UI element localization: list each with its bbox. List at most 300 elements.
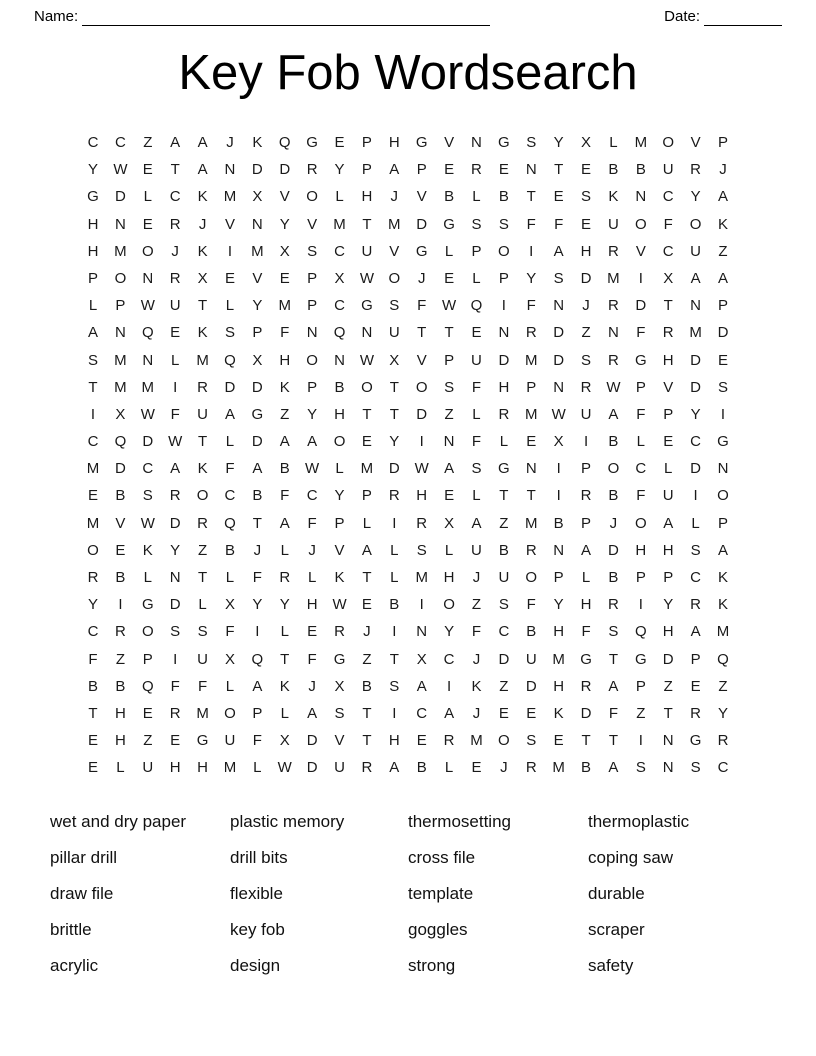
grid-cell[interactable]: M [388, 215, 401, 233]
grid-cell[interactable]: F [526, 297, 536, 315]
grid-cell[interactable]: M [114, 242, 127, 260]
grid-cell[interactable]: D [224, 378, 236, 396]
grid-cell[interactable]: P [361, 161, 372, 179]
grid-cell[interactable]: P [88, 269, 99, 287]
grid-cell[interactable]: T [526, 487, 536, 505]
grid-cell[interactable]: U [197, 650, 208, 668]
grid-cell[interactable]: Y [279, 596, 290, 614]
grid-cell[interactable]: Z [280, 405, 290, 423]
grid-cell[interactable]: N [251, 215, 263, 233]
grid-cell[interactable]: C [224, 487, 236, 505]
grid-cell[interactable]: D [306, 732, 318, 750]
grid-cell[interactable]: S [389, 297, 400, 315]
grid-cell[interactable]: H [388, 732, 400, 750]
grid-cell[interactable]: G [689, 732, 702, 750]
grid-cell[interactable]: U [525, 650, 537, 668]
grid-cell[interactable]: Q [224, 514, 236, 532]
grid-cell[interactable]: X [334, 677, 345, 695]
grid-cell[interactable]: H [662, 541, 674, 559]
grid-cell[interactable]: C [87, 433, 99, 451]
grid-cell[interactable]: W [551, 405, 566, 423]
grid-cell[interactable]: L [335, 188, 344, 206]
grid-cell[interactable]: M [525, 514, 538, 532]
grid-cell[interactable]: J [582, 297, 590, 315]
grid-cell[interactable]: P [635, 677, 646, 695]
grid-cell[interactable]: X [252, 351, 263, 369]
grid-cell[interactable]: L [472, 405, 481, 423]
grid-cell[interactable]: H [635, 541, 647, 559]
grid-cell[interactable]: D [662, 650, 674, 668]
grid-cell[interactable]: F [526, 596, 536, 614]
grid-cell[interactable]: K [471, 677, 482, 695]
grid-cell[interactable]: A [361, 541, 372, 559]
grid-cell[interactable]: D [279, 161, 291, 179]
grid-cell[interactable]: B [334, 378, 345, 396]
grid-cell[interactable]: M [196, 704, 209, 722]
grid-cell[interactable]: S [471, 460, 482, 478]
grid-cell[interactable]: V [663, 378, 674, 396]
grid-cell[interactable]: Q [470, 297, 483, 315]
grid-cell[interactable]: L [691, 514, 700, 532]
word-list-item[interactable]: wet and dry paper [50, 811, 187, 831]
grid-cell[interactable]: S [498, 215, 509, 233]
grid-cell[interactable]: D [717, 324, 729, 342]
grid-cell[interactable]: M [552, 650, 565, 668]
grid-cell[interactable]: B [115, 569, 126, 586]
grid-cell[interactable]: H [662, 623, 674, 641]
grid-cell[interactable]: S [581, 351, 592, 369]
grid-cell[interactable]: N [525, 460, 537, 478]
grid-cell[interactable]: U [608, 215, 619, 233]
grid-cell[interactable]: G [196, 732, 209, 750]
grid-cell[interactable]: K [608, 188, 619, 206]
grid-cell[interactable]: B [581, 759, 592, 777]
grid-cell[interactable]: L [143, 188, 152, 206]
grid-cell[interactable]: G [415, 134, 428, 151]
grid-cell[interactable]: O [717, 487, 729, 505]
grid-cell[interactable]: N [306, 324, 318, 342]
grid-cell[interactable]: T [170, 161, 180, 179]
grid-cell[interactable]: M [86, 514, 100, 532]
grid-cell[interactable]: Y [389, 433, 400, 451]
grid-cell[interactable]: P [717, 134, 728, 151]
grid-cell[interactable]: G [251, 405, 264, 423]
grid-cell[interactable]: X [389, 351, 400, 369]
grid-cell[interactable]: E [170, 732, 181, 750]
grid-cell[interactable]: R [662, 324, 674, 342]
grid-cell[interactable]: I [693, 487, 698, 505]
grid-cell[interactable]: I [392, 514, 397, 532]
grid-cell[interactable]: I [638, 732, 643, 750]
grid-cell[interactable]: J [363, 623, 371, 641]
grid-cell[interactable]: A [444, 460, 455, 478]
grid-cell[interactable]: Y [88, 596, 99, 614]
grid-cell[interactable]: V [389, 242, 400, 260]
grid-cell[interactable]: P [252, 704, 263, 722]
grid-cell[interactable]: F [280, 324, 290, 342]
grid-cell[interactable]: T [362, 704, 372, 722]
grid-cell[interactable]: A [88, 324, 99, 342]
grid-cell[interactable]: Y [717, 704, 728, 722]
grid-cell[interactable]: G [634, 351, 647, 369]
grid-cell[interactable]: G [580, 650, 592, 668]
grid-cell[interactable]: O [634, 215, 647, 233]
grid-cell[interactable]: S [197, 623, 208, 641]
grid-cell[interactable]: Q [278, 134, 291, 151]
grid-cell[interactable]: P [690, 650, 701, 668]
grid-cell[interactable]: H [498, 378, 510, 396]
grid-cell[interactable]: E [224, 269, 235, 287]
grid-cell[interactable]: W [168, 433, 183, 451]
grid-cell[interactable]: H [279, 351, 291, 369]
grid-cell[interactable]: E [279, 269, 290, 287]
grid-cell[interactable]: Y [170, 541, 181, 559]
grid-cell[interactable]: Y [690, 188, 701, 206]
grid-cell[interactable]: A [307, 704, 318, 722]
grid-cell[interactable]: E [690, 677, 701, 695]
grid-cell[interactable]: B [608, 433, 619, 451]
grid-cell[interactable]: E [170, 324, 181, 342]
grid-cell[interactable]: O [306, 188, 318, 206]
grid-cell[interactable]: T [499, 487, 509, 505]
grid-cell[interactable]: R [169, 487, 181, 505]
grid-cell[interactable]: X [224, 650, 235, 668]
grid-cell[interactable]: G [141, 596, 154, 614]
grid-cell[interactable]: R [334, 623, 345, 641]
grid-cell[interactable]: G [306, 134, 318, 151]
grid-cell[interactable]: Y [307, 405, 318, 423]
grid-cell[interactable]: D [114, 460, 126, 478]
name-input-line[interactable] [82, 10, 490, 26]
grid-cell[interactable]: U [580, 405, 592, 423]
grid-cell[interactable]: U [662, 161, 674, 179]
grid-cell[interactable]: J [390, 188, 399, 206]
grid-cell[interactable]: Y [334, 161, 345, 179]
grid-cell[interactable]: Y [526, 269, 537, 287]
grid-cell[interactable]: L [499, 433, 509, 451]
grid-cell[interactable]: Z [499, 514, 509, 532]
grid-cell[interactable]: L [609, 134, 618, 151]
grid-cell[interactable]: E [717, 351, 728, 369]
grid-cell[interactable]: Y [334, 487, 345, 505]
grid-cell[interactable]: P [361, 487, 372, 505]
grid-cell[interactable]: M [607, 269, 620, 287]
grid-cell[interactable]: J [719, 161, 727, 179]
grid-cell[interactable]: J [198, 215, 207, 233]
grid-cell[interactable]: E [526, 433, 537, 451]
grid-cell[interactable]: M [552, 759, 565, 777]
grid-cell[interactable]: B [498, 541, 509, 559]
grid-cell[interactable]: J [253, 541, 262, 559]
grid-cell[interactable]: I [447, 677, 452, 695]
grid-cell[interactable]: A [663, 514, 674, 532]
grid-cell[interactable]: A [279, 514, 290, 532]
grid-cell[interactable]: P [717, 297, 728, 315]
grid-cell[interactable]: T [444, 324, 454, 342]
grid-cell[interactable]: D [169, 514, 181, 532]
grid-cell[interactable]: T [389, 650, 399, 668]
grid-cell[interactable]: R [580, 487, 592, 505]
grid-cell[interactable]: K [197, 460, 208, 478]
grid-cell[interactable]: M [634, 134, 648, 151]
grid-cell[interactable]: C [114, 134, 126, 151]
grid-cell[interactable]: O [361, 378, 373, 396]
grid-cell[interactable]: I [556, 487, 561, 505]
grid-cell[interactable]: L [143, 569, 152, 586]
grid-cell[interactable]: P [635, 378, 646, 396]
grid-cell[interactable]: P [142, 650, 153, 668]
grid-cell[interactable]: J [472, 704, 481, 722]
grid-cell[interactable]: F [417, 297, 427, 315]
grid-cell[interactable]: A [717, 541, 728, 559]
grid-cell[interactable]: B [279, 460, 290, 478]
grid-cell[interactable]: D [498, 351, 510, 369]
grid-cell[interactable]: P [334, 514, 345, 532]
grid-cell[interactable]: A [608, 759, 619, 777]
grid-cell[interactable]: S [690, 541, 701, 559]
grid-cell[interactable]: B [608, 161, 619, 179]
grid-cell[interactable]: O [196, 487, 209, 505]
grid-cell[interactable]: N [553, 297, 565, 315]
grid-cell[interactable]: O [689, 215, 702, 233]
grid-cell[interactable]: Z [499, 677, 509, 695]
grid-cell[interactable]: U [361, 242, 373, 260]
grid-cell[interactable]: T [581, 732, 591, 750]
word-list-item[interactable]: drill bits [230, 847, 288, 867]
grid-cell[interactable]: H [169, 759, 181, 777]
grid-cell[interactable]: A [444, 704, 455, 722]
grid-cell[interactable]: T [362, 215, 372, 233]
grid-cell[interactable]: N [717, 460, 729, 478]
grid-cell[interactable]: D [553, 324, 565, 342]
grid-cell[interactable]: E [553, 732, 564, 750]
grid-cell[interactable]: C [498, 623, 510, 641]
grid-cell[interactable]: F [636, 405, 646, 423]
grid-cell[interactable]: P [471, 242, 482, 260]
grid-cell[interactable]: F [471, 378, 482, 396]
grid-cell[interactable]: L [390, 541, 399, 559]
grid-cell[interactable]: N [690, 297, 702, 315]
grid-cell[interactable]: D [416, 215, 428, 233]
grid-cell[interactable]: Z [197, 541, 208, 559]
grid-cell[interactable]: Z [581, 324, 591, 342]
grid-cell[interactable]: A [279, 433, 290, 451]
grid-cell[interactable]: J [308, 677, 316, 695]
grid-cell[interactable]: Y [690, 405, 701, 423]
grid-cell[interactable]: T [608, 732, 619, 750]
grid-cell[interactable]: W [140, 297, 155, 315]
grid-cell[interactable]: M [223, 759, 237, 777]
grid-cell[interactable]: B [444, 188, 455, 206]
grid-cell[interactable]: Z [143, 134, 153, 151]
grid-cell[interactable]: M [223, 188, 237, 206]
grid-cell[interactable]: R [608, 297, 619, 315]
grid-cell[interactable]: G [87, 188, 99, 206]
grid-cell[interactable]: E [416, 732, 427, 750]
grid-cell[interactable]: E [142, 704, 153, 722]
grid-cell[interactable]: P [635, 569, 646, 586]
grid-cell[interactable]: C [662, 188, 674, 206]
grid-cell[interactable]: H [87, 215, 99, 233]
grid-cell[interactable]: P [717, 514, 728, 532]
grid-cell[interactable]: S [88, 351, 99, 369]
grid-cell[interactable]: R [169, 215, 181, 233]
grid-cell[interactable]: N [662, 732, 674, 750]
grid-cell[interactable]: X [197, 269, 208, 287]
grid-cell[interactable]: A [608, 677, 619, 695]
grid-cell[interactable]: R [388, 487, 400, 505]
grid-cell[interactable]: K [279, 677, 290, 695]
grid-cell[interactable]: U [169, 297, 181, 315]
grid-cell[interactable]: M [470, 732, 483, 750]
grid-cell[interactable]: H [334, 405, 345, 423]
grid-cell[interactable]: E [444, 269, 455, 287]
grid-cell[interactable]: D [580, 269, 592, 287]
grid-cell[interactable]: T [197, 297, 208, 315]
grid-cell[interactable]: A [690, 623, 701, 641]
grid-cell[interactable]: K [252, 134, 263, 151]
grid-cell[interactable]: V [279, 188, 290, 206]
grid-cell[interactable]: C [662, 242, 674, 260]
grid-cell[interactable]: W [140, 514, 155, 532]
grid-cell[interactable]: B [115, 677, 126, 695]
grid-cell[interactable]: R [197, 514, 208, 532]
grid-cell[interactable]: K [334, 569, 345, 586]
grid-cell[interactable]: T [197, 569, 208, 586]
grid-cell[interactable]: K [279, 378, 290, 396]
grid-cell[interactable]: E [553, 188, 564, 206]
grid-cell[interactable]: B [608, 487, 619, 505]
word-list-item[interactable]: template [408, 883, 474, 903]
grid-cell[interactable]: Z [718, 677, 728, 695]
grid-cell[interactable]: L [171, 351, 180, 369]
grid-cell[interactable]: D [251, 161, 263, 179]
grid-cell[interactable]: Z [471, 596, 482, 614]
grid-cell[interactable]: T [88, 378, 98, 396]
grid-cell[interactable]: V [252, 269, 263, 287]
grid-cell[interactable]: F [252, 732, 262, 750]
grid-cell[interactable]: U [662, 487, 674, 505]
grid-cell[interactable]: L [88, 297, 98, 315]
grid-cell[interactable]: T [362, 732, 372, 750]
grid-cell[interactable]: W [414, 460, 429, 478]
word-list-item[interactable]: plastic memory [230, 811, 345, 831]
grid-cell[interactable]: N [224, 161, 236, 179]
grid-cell[interactable]: Z [636, 704, 646, 722]
grid-cell[interactable]: D [169, 596, 181, 614]
grid-cell[interactable]: F [608, 704, 619, 722]
grid-cell[interactable]: F [581, 623, 591, 641]
grid-cell[interactable]: U [690, 242, 702, 260]
grid-cell[interactable]: T [280, 650, 290, 668]
grid-cell[interactable]: L [280, 623, 289, 641]
grid-cell[interactable]: C [717, 759, 729, 777]
grid-cell[interactable]: H [416, 487, 428, 505]
grid-cell[interactable]: F [636, 324, 646, 342]
grid-cell[interactable]: V [635, 242, 646, 260]
grid-cell[interactable]: M [196, 351, 209, 369]
grid-cell[interactable]: W [332, 596, 347, 614]
grid-cell[interactable]: S [307, 242, 318, 260]
grid-cell[interactable]: A [197, 161, 208, 179]
grid-cell[interactable]: Y [663, 596, 674, 614]
grid-cell[interactable]: S [224, 324, 235, 342]
grid-cell[interactable]: N [471, 134, 482, 151]
grid-cell[interactable]: C [169, 188, 181, 206]
grid-cell[interactable]: B [115, 487, 126, 505]
grid-cell[interactable]: N [608, 324, 619, 342]
grid-cell[interactable]: I [720, 405, 726, 423]
grid-cell[interactable]: M [141, 378, 155, 396]
grid-cell[interactable]: I [90, 405, 96, 423]
grid-cell[interactable]: T [252, 514, 262, 532]
grid-cell[interactable]: O [662, 134, 675, 151]
grid-cell[interactable]: I [173, 650, 178, 668]
grid-cell[interactable]: J [171, 242, 179, 260]
grid-cell[interactable]: A [416, 677, 427, 695]
grid-cell[interactable]: F [663, 215, 673, 233]
grid-cell[interactable]: I [501, 297, 506, 315]
grid-cell[interactable]: D [690, 460, 702, 478]
grid-cell[interactable]: T [608, 650, 619, 668]
grid-cell[interactable]: I [638, 269, 643, 287]
grid-cell[interactable]: W [442, 297, 457, 315]
grid-cell[interactable]: P [663, 569, 674, 586]
grid-cell[interactable]: F [225, 623, 235, 641]
grid-cell[interactable]: S [690, 759, 701, 777]
grid-cell[interactable]: F [225, 460, 235, 478]
grid-cell[interactable]: E [307, 623, 318, 641]
grid-cell[interactable]: F [471, 623, 482, 641]
grid-cell[interactable]: A [553, 242, 564, 260]
grid-cell[interactable]: W [359, 351, 374, 369]
grid-cell[interactable]: Q [141, 677, 154, 695]
grid-cell[interactable]: Y [88, 161, 99, 179]
grid-cell[interactable]: G [634, 650, 647, 668]
grid-cell[interactable]: O [224, 704, 236, 722]
grid-cell[interactable]: R [580, 677, 592, 695]
grid-cell[interactable]: F [307, 650, 317, 668]
grid-cell[interactable]: U [388, 324, 400, 342]
grid-cell[interactable]: L [444, 541, 454, 559]
grid-cell[interactable]: N [361, 324, 373, 342]
grid-cell[interactable]: W [359, 269, 374, 287]
grid-cell[interactable]: R [114, 623, 126, 641]
grid-cell[interactable]: T [197, 433, 208, 451]
grid-cell[interactable]: P [307, 378, 318, 396]
grid-cell[interactable]: G [333, 650, 346, 668]
grid-cell[interactable]: E [663, 433, 674, 451]
grid-cell[interactable]: Q [251, 650, 264, 668]
grid-cell[interactable]: S [389, 677, 400, 695]
grid-cell[interactable]: F [197, 677, 208, 695]
grid-cell[interactable]: E [498, 161, 509, 179]
grid-cell[interactable]: D [251, 433, 263, 451]
grid-cell[interactable]: G [717, 433, 729, 451]
grid-cell[interactable]: D [416, 405, 428, 423]
grid-cell[interactable]: L [225, 297, 235, 315]
grid-cell[interactable]: I [419, 596, 424, 614]
grid-cell[interactable]: Z [143, 732, 153, 750]
grid-cell[interactable]: D [608, 541, 619, 559]
grid-cell[interactable]: Z [115, 650, 125, 668]
grid-cell[interactable]: N [114, 215, 126, 233]
grid-cell[interactable]: L [280, 704, 289, 722]
grid-cell[interactable]: P [252, 324, 263, 342]
grid-cell[interactable]: E [142, 215, 153, 233]
grid-cell[interactable]: R [717, 732, 729, 750]
grid-cell[interactable]: E [88, 732, 99, 750]
